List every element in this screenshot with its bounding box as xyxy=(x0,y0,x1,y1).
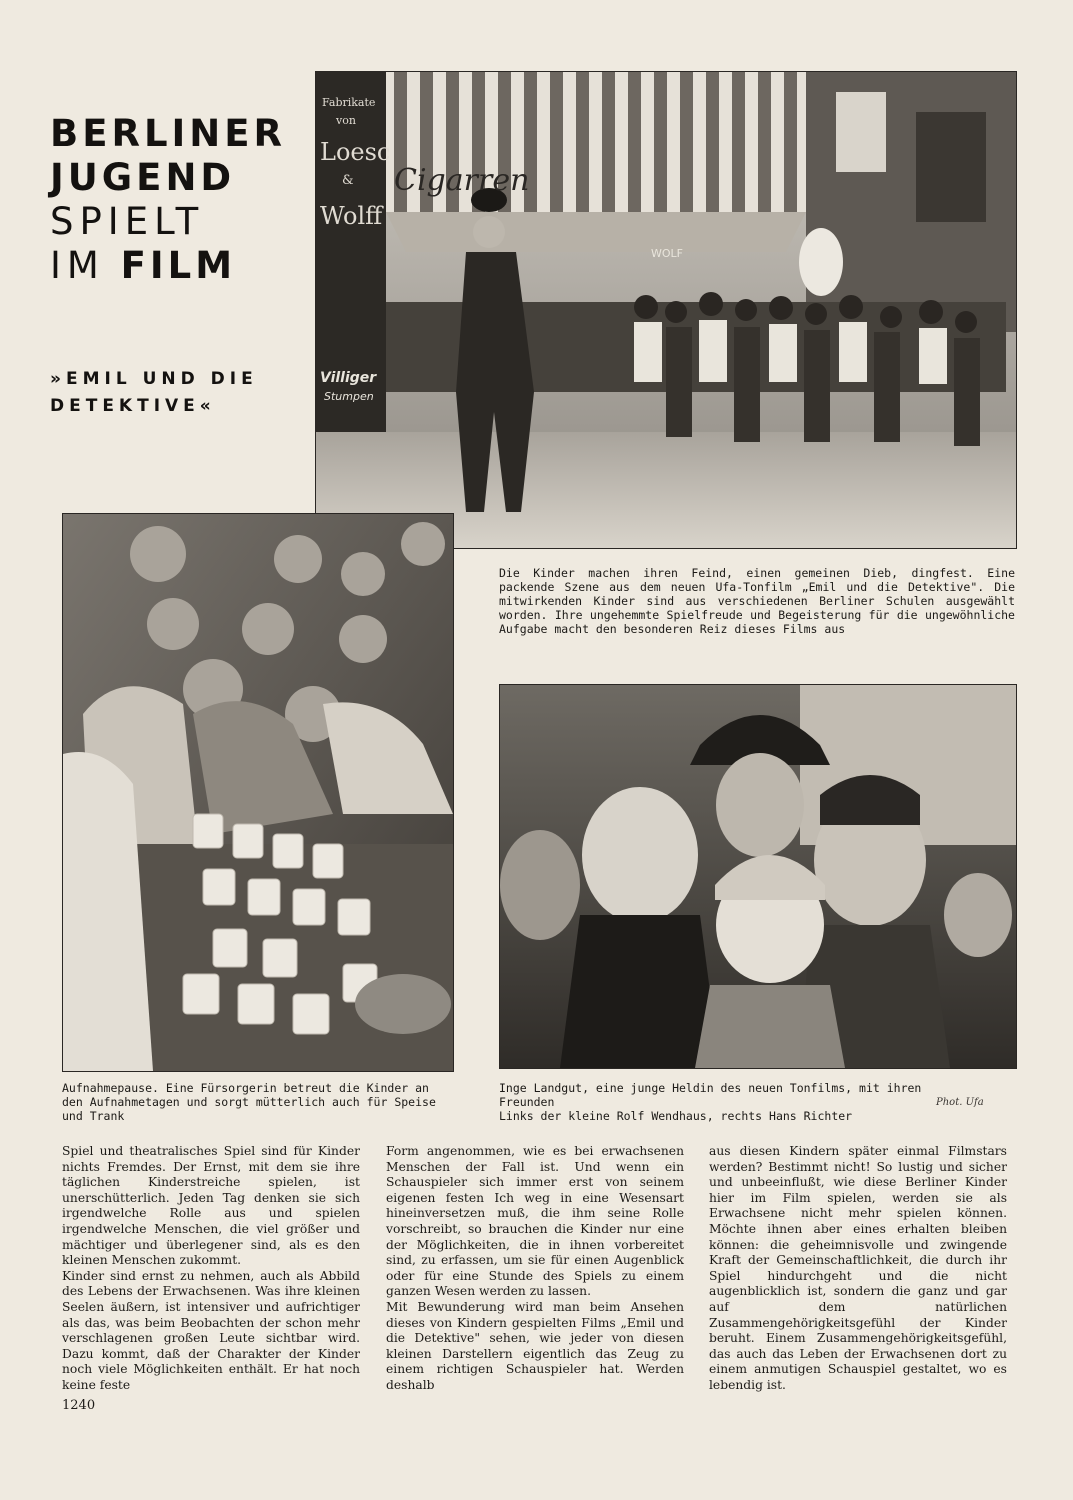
body-column-3 xyxy=(709,1144,1007,1394)
kids-portrait-photo xyxy=(499,684,1017,1069)
headline-line-1: BERLINER xyxy=(50,112,287,155)
sign-vertical-2: von xyxy=(336,114,356,127)
kids-portrait-drawing xyxy=(500,685,1016,1068)
kids-caption-line-1: Inge Landgut, eine junge Heldin des neuen Tonfilms, mit ihren Freunden xyxy=(499,1081,922,1109)
headline-line-2: JUGEND xyxy=(50,156,236,199)
headline xyxy=(50,112,290,288)
photo-credit: Phot. Ufa xyxy=(936,1097,984,1108)
headline-line-4b: FILM xyxy=(120,244,237,287)
body-paragraph: Mit Bewunderung wird man beim Ansehen dieses von Kindern gespielten Films „Emil und die Detektive" sehen, wie jeder von diesen kleinen Darstellern eigentlich das Zeug zu einem richtigen Schauspieler hat. Werden deshalb xyxy=(386,1299,684,1392)
break-photo-caption: Aufnahmepause. Eine Fürsorgerin betreut die Kinder an den Aufnahmetagen und sorgt mütterlich auch für Speise und Trank xyxy=(62,1081,436,1123)
break-scene-drawing xyxy=(63,514,453,1071)
sign-vertical-1: Fabrikate xyxy=(322,96,376,109)
body-paragraph: Kinder sind ernst zu nehmen, auch als Abbild des Lebens der Erwachsenen. Was ihre kleinen Seelen äußern, ist intensiver und aufrichtiger als das, was beim Beobachten der schon mehr verschlagenen großen Leute sichtbar wird. Dazu kommt, daß der Charakter der Kinder noch viele Möglichkeiten enthält. Er hat noch keine feste xyxy=(62,1268,360,1392)
headline-line-4a: IM xyxy=(50,244,105,287)
sign-vertical-3: Loesc xyxy=(320,138,391,166)
sign-vertical-4: & xyxy=(342,173,354,188)
subtitle-line-1: »EMIL UND DIE xyxy=(50,369,258,389)
body-column-2 xyxy=(386,1144,684,1394)
body-paragraph: Form angenommen, wie es bei erwachsenen Menschen der Fall ist. Und wenn ein Schauspieler sich immer erst von seinem eigenen festen Ich weg in eine Wesensart hineinversetzen muß, die ihm seine Rolle vorschreibt, so brauchen die Kinder nur eine der Möglichkeiten, die in ihnen vorbereitet sind, zu erfassen, um sie für einen Augenblick oder für eine Stunde des Spiels zu einem ganzen Wesen werden zu lassen. xyxy=(386,1144,684,1299)
headline-line-3: SPIELT xyxy=(50,200,205,243)
sign-vertical-5: Wolff xyxy=(320,202,383,230)
body-paragraph: aus diesen Kindern später einmal Filmstars werden? Bestimmt nicht! So lustig und sicher und unbeeinflußt, wie diese Berliner Kinder hier im Film spielen, werden sie als Erwachsene nicht mehr spielen können. Möchte ihnen aber eines erhalten bleiben können: die geheimnisvolle und zwingende Kraft der Gemeinschaftlichkeit, die durch ihr Spiel hindurchgeht und die nicht augenblicklich ist, sondern die ganz und gar auf dem natürlichen Zusammengehörigkeitsgefühl der Kinder beruht. Einem Zusammengehörigkeitsgefühl, das auch das Leben der Erwachsenen dort zu einem anmutigen Schauspiel gestaltet, wo es lebendig ist. xyxy=(709,1144,1007,1392)
break-scene-photo xyxy=(62,513,454,1072)
poster-sign: Villiger xyxy=(320,370,377,386)
subtitle-line-2: DETEKTIVE« xyxy=(50,396,216,416)
kids-caption-line-2: Links der kleine Rolf Wendhaus, rechts Hans Richter xyxy=(499,1109,853,1123)
window-sign: WOLF xyxy=(651,247,683,260)
headline-line-4 xyxy=(50,244,290,288)
poster-sign-2: Stumpen xyxy=(324,390,374,403)
kids-photo-caption xyxy=(499,1081,929,1123)
street-photo-caption: Die Kinder machen ihren Feind, einen gemeinen Dieb, dingfest. Eine packende Szene aus dem neuen Ufa-Tonfilm „Emil und die Detektive". Die mitwirkenden Kinder sind aus verschiedenen Berliner Schulen ausgewählt worden. Ihre ungehemmte Spielfreude und Begeisterung für die ungewöhnliche Aufgabe macht den besonderen Reiz dieses Films aus xyxy=(499,566,1015,636)
body-column-1 xyxy=(62,1144,360,1394)
street-scene-photo xyxy=(315,71,1017,549)
page-number: 1240 xyxy=(62,1398,96,1413)
shop-sign: Cigarren xyxy=(394,163,530,198)
body-paragraph: Spiel und theatralisches Spiel sind für Kinder nichts Fremdes. Der Ernst, mit dem sie ihre täglichen Kinderstreiche spielen, ist unerschütterlich. Jeden Tag denken sie sich irgendwelche Rolle aus und spielen irgendwelche Menschen, die viel größer und mächtiger und überlegener sind, als es den kleinen Menschen zukommt. xyxy=(62,1144,360,1268)
subtitle xyxy=(50,366,290,420)
street-scene-drawing xyxy=(316,72,1016,548)
